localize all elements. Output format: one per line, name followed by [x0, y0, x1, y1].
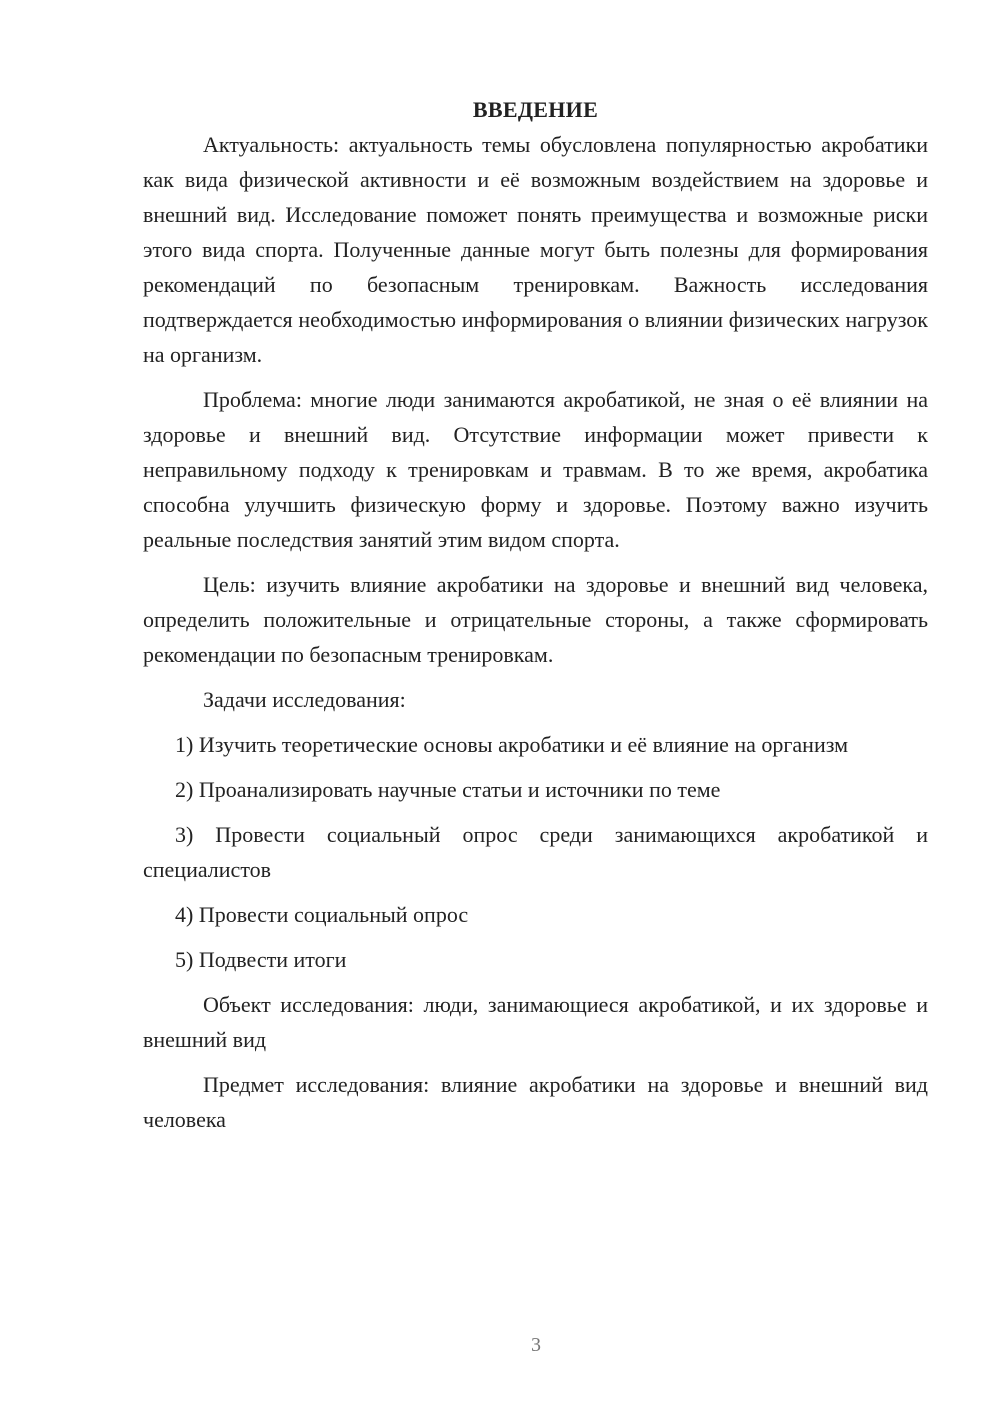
task-item: 2) Проанализировать научные статьи и источники по теме	[175, 777, 721, 802]
tasks-list	[143, 727, 928, 977]
page-number: 3	[531, 1334, 541, 1356]
paragraph-problem: Проблема: многие люди занимаются акробатикой, не зная о её влиянии на здоровье и внешний вид. Отсутствие информации может привести к неправильному подходу к тренировкам и травмам. В то же время, акробатика способна улучшить физическую форму и здоровье. Поэтому важно изучить реальные последствия занятий этим видом спорта.	[143, 387, 928, 552]
paragraph-relevance: Актуальность: актуальность темы обусловлена популярностью акробатики как вида физической активности и её возможным воздействием на здоровье и внешний вид. Исследование поможет понять преимущества и возможные риски этого вида спорта. Полученные данные могут быть полезны для формирования рекомендаций по безопасным тренировкам. Важность исследования подтверждается необходимостью информирования о влиянии физических нагрузок на организм.	[143, 132, 928, 367]
document-page	[143, 92, 928, 1147]
task-item: 3) Провести социальный опрос среди занимающихся акробатикой и специалистов	[143, 822, 928, 882]
paragraph-subject: Предмет исследования: влияние акробатики на здоровье и внешний вид человека	[143, 1072, 928, 1132]
section-heading: ВВЕДЕНИЕ	[472, 97, 599, 122]
task-item: 5) Подвести итоги	[175, 947, 347, 972]
task-item: 1) Изучить теоретические основы акробатики и её влияние на организм	[175, 732, 849, 757]
paragraph-tasks-heading: Задачи исследования:	[203, 687, 406, 712]
paragraph-object: Объект исследования: люди, занимающиеся акробатикой, и их здоровье и внешний вид	[143, 992, 928, 1052]
paragraph-goal: Цель: изучить влияние акробатики на здоровье и внешний вид человека, определить положительные и отрицательные стороны, а также сформировать рекомендации по безопасным тренировкам.	[143, 572, 928, 667]
task-item: 4) Провести социальный опрос	[175, 902, 469, 927]
